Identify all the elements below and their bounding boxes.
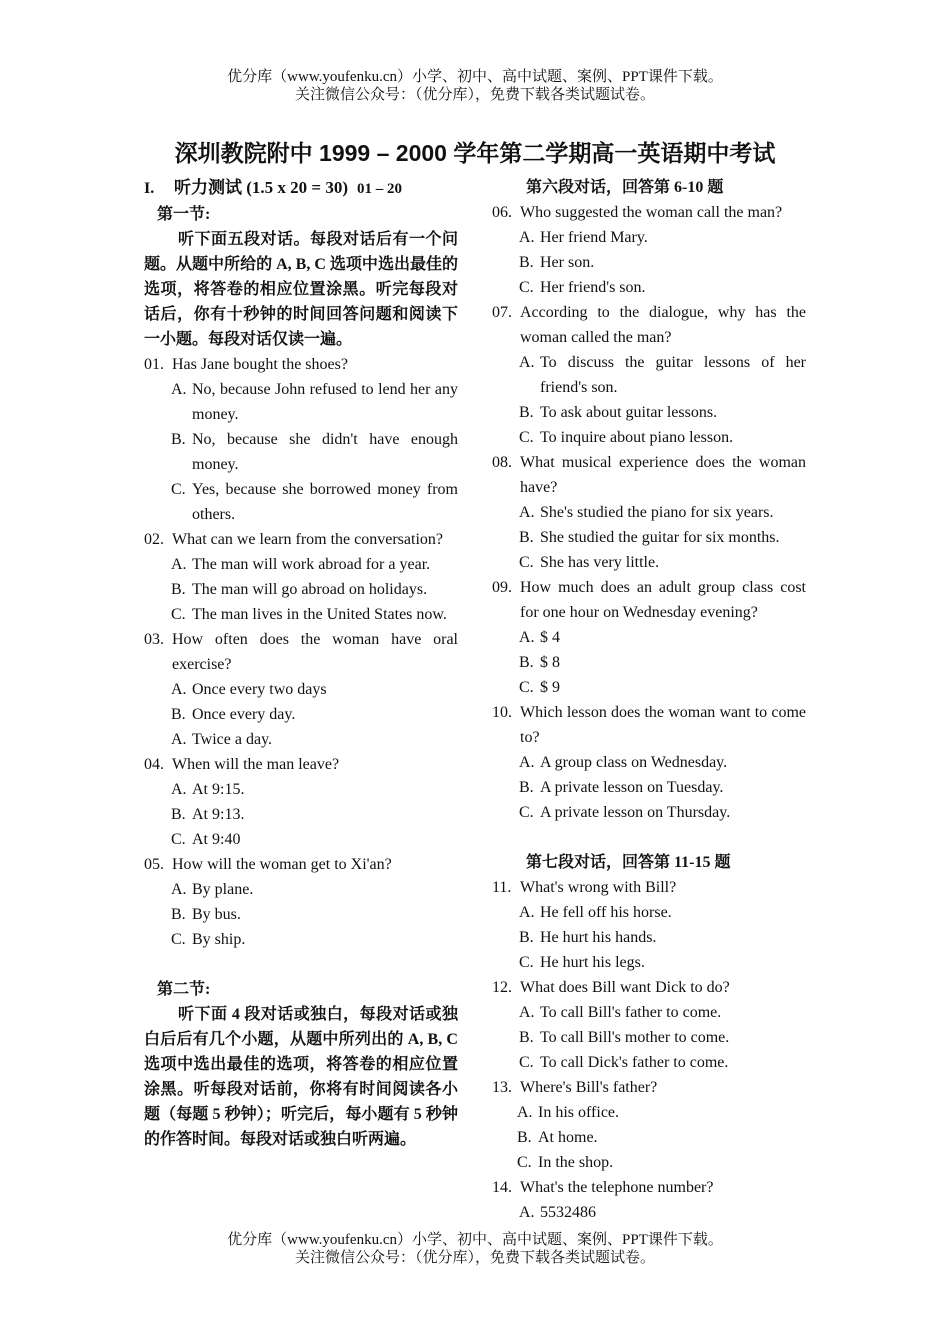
option <box>144 902 458 927</box>
footer <box>0 1231 950 1267</box>
option-letter: C. <box>171 481 186 498</box>
part-numeral: I. <box>144 180 155 197</box>
section1-label: 第一节: <box>157 206 211 223</box>
option-text: He hurt his legs. <box>540 954 645 971</box>
option-letter: A. <box>519 1204 535 1221</box>
question-number: 09. <box>492 579 512 596</box>
question-number: 13. <box>492 1079 512 1096</box>
option-text: Her son. <box>540 254 595 271</box>
question-text: What musical experience does the woman have? <box>520 454 806 496</box>
dialog7-heading: 第七段对话，回答第 11-15 题 <box>526 854 731 871</box>
option-text: By plane. <box>192 881 254 898</box>
question <box>144 752 458 777</box>
option-text: To discuss the guitar lessons of her friend's son. <box>540 354 806 396</box>
question-text: How much does an adult group class cost for one hour on Wednesday evening? <box>520 579 806 621</box>
option-text: At 9:40 <box>192 831 241 848</box>
section2-instructions: 听下面 4 段对话或独白，每段对话或独白后后有几个小题，从题中所列出的 A, B, C 选项中选出最佳的选项，将答卷的相应位置涂黑。听每段对话前，你将有时间阅读各小题（每题 5 秒钟）；听完后，每小题有 5 秒钟的作答时间。每段对话或独白听两遍。 <box>144 1006 458 1148</box>
question <box>144 852 458 877</box>
question-number: 04. <box>144 756 164 773</box>
question <box>492 700 806 750</box>
option <box>144 802 458 827</box>
option <box>492 1050 806 1075</box>
option <box>492 225 806 250</box>
question <box>492 875 806 900</box>
question-number: 08. <box>492 454 512 471</box>
option-text: To inquire about piano lesson. <box>540 429 734 446</box>
question-text: Which lesson does the woman want to come to? <box>520 704 806 746</box>
option <box>492 1125 806 1150</box>
question-text: Where's Bill's father? <box>520 1079 658 1096</box>
option-letter: B. <box>517 1129 532 1146</box>
option-letter: A. <box>171 731 187 748</box>
right-column <box>492 175 806 1225</box>
option-letter: C. <box>519 804 534 821</box>
question-number: 10. <box>492 704 512 721</box>
option-letter: B. <box>519 404 534 421</box>
section2-label: 第二节: <box>157 981 211 998</box>
option <box>492 500 806 525</box>
option <box>492 1000 806 1025</box>
option-text: To call Bill's mother to come. <box>540 1029 730 1046</box>
option <box>492 350 806 400</box>
option <box>144 477 458 527</box>
option <box>492 650 806 675</box>
option-text: The man lives in the United States now. <box>192 606 447 623</box>
left-column <box>144 175 458 1152</box>
question <box>144 352 458 377</box>
question-text: What does Bill want Dick to do? <box>520 979 730 996</box>
option <box>492 950 806 975</box>
question-text: How will the woman get to Xi'an? <box>172 856 392 873</box>
option-letter: A. <box>519 754 535 771</box>
question-number: 01. <box>144 356 164 373</box>
option-text: She has very little. <box>540 554 660 571</box>
option-letter: A. <box>519 904 535 921</box>
option-letter: C. <box>171 931 186 948</box>
question <box>492 200 806 225</box>
option <box>492 250 806 275</box>
option-text: The man will work abroad for a year. <box>192 556 431 573</box>
option <box>144 427 458 477</box>
option-letter: A. <box>171 681 187 698</box>
option <box>492 675 806 700</box>
question-number: 03. <box>144 631 164 648</box>
option-letter: A. <box>519 229 535 246</box>
header-line-2: 关注微信公众号：（优分库），免费下载各类试题试卷。 <box>294 87 655 103</box>
option-letter: B. <box>171 906 186 923</box>
option-text: To ask about guitar lessons. <box>540 404 718 421</box>
option-text: She studied the guitar for six months. <box>540 529 780 546</box>
option-text: No, because John refused to lend her any money. <box>192 381 458 423</box>
question-text: What's wrong with Bill? <box>520 879 677 896</box>
option-letter: B. <box>519 929 534 946</box>
option-letter: B. <box>519 1029 534 1046</box>
question-number: 05. <box>144 856 164 873</box>
option-text: He fell off his horse. <box>540 904 672 921</box>
option <box>144 877 458 902</box>
question-number: 14. <box>492 1179 512 1196</box>
option <box>144 827 458 852</box>
option <box>492 525 806 550</box>
option-text: To call Bill's father to come. <box>540 1004 722 1021</box>
option <box>144 777 458 802</box>
option-text: At 9:15. <box>192 781 245 798</box>
option-letter: B. <box>519 654 534 671</box>
option-letter: A. <box>171 556 187 573</box>
question-text: Who suggested the woman call the man? <box>520 204 783 221</box>
question <box>144 627 458 677</box>
option <box>492 625 806 650</box>
question <box>492 1175 806 1200</box>
question-number: 11. <box>492 879 512 896</box>
option-letter: A. <box>171 881 187 898</box>
option <box>492 800 806 825</box>
option-letter: C. <box>519 279 534 296</box>
option-letter: C. <box>519 554 534 571</box>
option <box>492 1150 806 1175</box>
option <box>492 275 806 300</box>
option <box>144 602 458 627</box>
option-letter: A. <box>519 1004 535 1021</box>
option <box>492 900 806 925</box>
option-letter: C. <box>171 831 186 848</box>
question-number: 02. <box>144 531 164 548</box>
option-letter: C. <box>519 954 534 971</box>
option <box>492 425 806 450</box>
question <box>144 527 458 552</box>
option-letter: A. <box>519 354 535 371</box>
footer-line-2: 关注微信公众号：（优分库），免费下载各类试题试卷。 <box>294 1250 655 1266</box>
option <box>492 1025 806 1050</box>
option-text: In his office. <box>538 1104 620 1121</box>
part-range: 01 – 20 <box>357 181 403 197</box>
option-text: A group class on Wednesday. <box>540 754 728 771</box>
option <box>492 550 806 575</box>
option-letter: C. <box>519 429 534 446</box>
header <box>0 68 950 104</box>
option-letter: C. <box>519 1054 534 1071</box>
option-letter: B. <box>171 806 186 823</box>
part-title: 听力测试 (1.5 x 20 = 30) <box>174 178 349 197</box>
option <box>144 577 458 602</box>
option <box>144 927 458 952</box>
option-text: No, because she didn't have enough money. <box>192 431 458 473</box>
option-letter: B. <box>519 529 534 546</box>
question <box>492 575 806 625</box>
option-letter: C. <box>171 606 186 623</box>
option-text: At 9:13. <box>192 806 245 823</box>
option-text: To call Dick's father to come. <box>540 1054 729 1071</box>
option-letter: B. <box>171 706 186 723</box>
exam-title: 深圳教院附中 1999 – 2000 学年第二学期高一英语期中考试 <box>174 140 776 166</box>
question <box>492 975 806 1000</box>
option-letter: B. <box>171 581 186 598</box>
question-text: What's the telephone number? <box>520 1179 714 1196</box>
option-text: Her friend Mary. <box>540 229 648 246</box>
option-letter: A. <box>171 781 187 798</box>
option-text: $ 9 <box>540 679 560 696</box>
option-text: Her friend's son. <box>540 279 646 296</box>
part-heading <box>144 175 458 202</box>
question <box>492 1075 806 1100</box>
question-number: 06. <box>492 204 512 221</box>
option <box>492 775 806 800</box>
option-text: He hurt his hands. <box>540 929 657 946</box>
option-text: Yes, because she borrowed money from others. <box>192 481 458 523</box>
option-text: By bus. <box>192 906 241 923</box>
option <box>144 377 458 427</box>
option-text: By ship. <box>192 931 246 948</box>
option <box>492 750 806 775</box>
option-text: $ 8 <box>540 654 560 671</box>
question-text: According to the dialogue, why has the woman called the man? <box>520 304 806 346</box>
option-letter: C. <box>519 679 534 696</box>
option-letter: A. <box>171 381 187 398</box>
question-number: 07. <box>492 304 512 321</box>
option-text: A private lesson on Thursday. <box>540 804 731 821</box>
option-letter: A. <box>519 504 535 521</box>
option-letter: C. <box>517 1154 532 1171</box>
question-text: Has Jane bought the shoes? <box>172 356 348 373</box>
option <box>144 552 458 577</box>
option-text: Twice a day. <box>192 731 273 748</box>
option-text: She's studied the piano for six years. <box>540 504 774 521</box>
question <box>492 300 806 350</box>
option-text: $ 4 <box>540 629 560 646</box>
dialog6-heading: 第六段对话，回答第 6-10 题 <box>526 179 724 196</box>
question <box>492 450 806 500</box>
option <box>492 1100 806 1125</box>
option-letter: B. <box>519 254 534 271</box>
option-text: Once every two days <box>192 681 327 698</box>
question-text: When will the man leave? <box>172 756 340 773</box>
option-text: The man will go abroad on holidays. <box>192 581 428 598</box>
header-line-1: 优分库（www.youfenku.cn）小学、初中、高中试题、案例、PPT课件下载。 <box>227 69 723 85</box>
section1-instructions: 听下面五段对话。每段对话后有一个问题。从题中所给的 A, B, C 选项中选出最佳的选项，将答卷的相应位置涂黑。听完每段对话后，你有十秒钟的时间回答问题和阅读下一小题。每段对话仅读一遍。 <box>144 231 458 348</box>
option <box>492 1200 806 1225</box>
option <box>492 925 806 950</box>
option-letter: B. <box>519 779 534 796</box>
question-text: How often does the woman have oral exercise? <box>172 631 458 673</box>
option-text: At home. <box>538 1129 598 1146</box>
option <box>144 677 458 702</box>
option-letter: A. <box>517 1104 533 1121</box>
option-letter: A. <box>519 629 535 646</box>
option <box>492 400 806 425</box>
option-letter: B. <box>171 431 186 448</box>
question-text: What can we learn from the conversation? <box>172 531 443 548</box>
footer-line-1: 优分库（www.youfenku.cn）小学、初中、高中试题、案例、PPT课件下载。 <box>227 1232 723 1248</box>
option-text: Once every day. <box>192 706 296 723</box>
option-text: In the shop. <box>538 1154 614 1171</box>
question-number: 12. <box>492 979 512 996</box>
option-text: A private lesson on Tuesday. <box>540 779 724 796</box>
option <box>144 727 458 752</box>
option <box>144 702 458 727</box>
option-text: 5532486 <box>540 1204 596 1221</box>
